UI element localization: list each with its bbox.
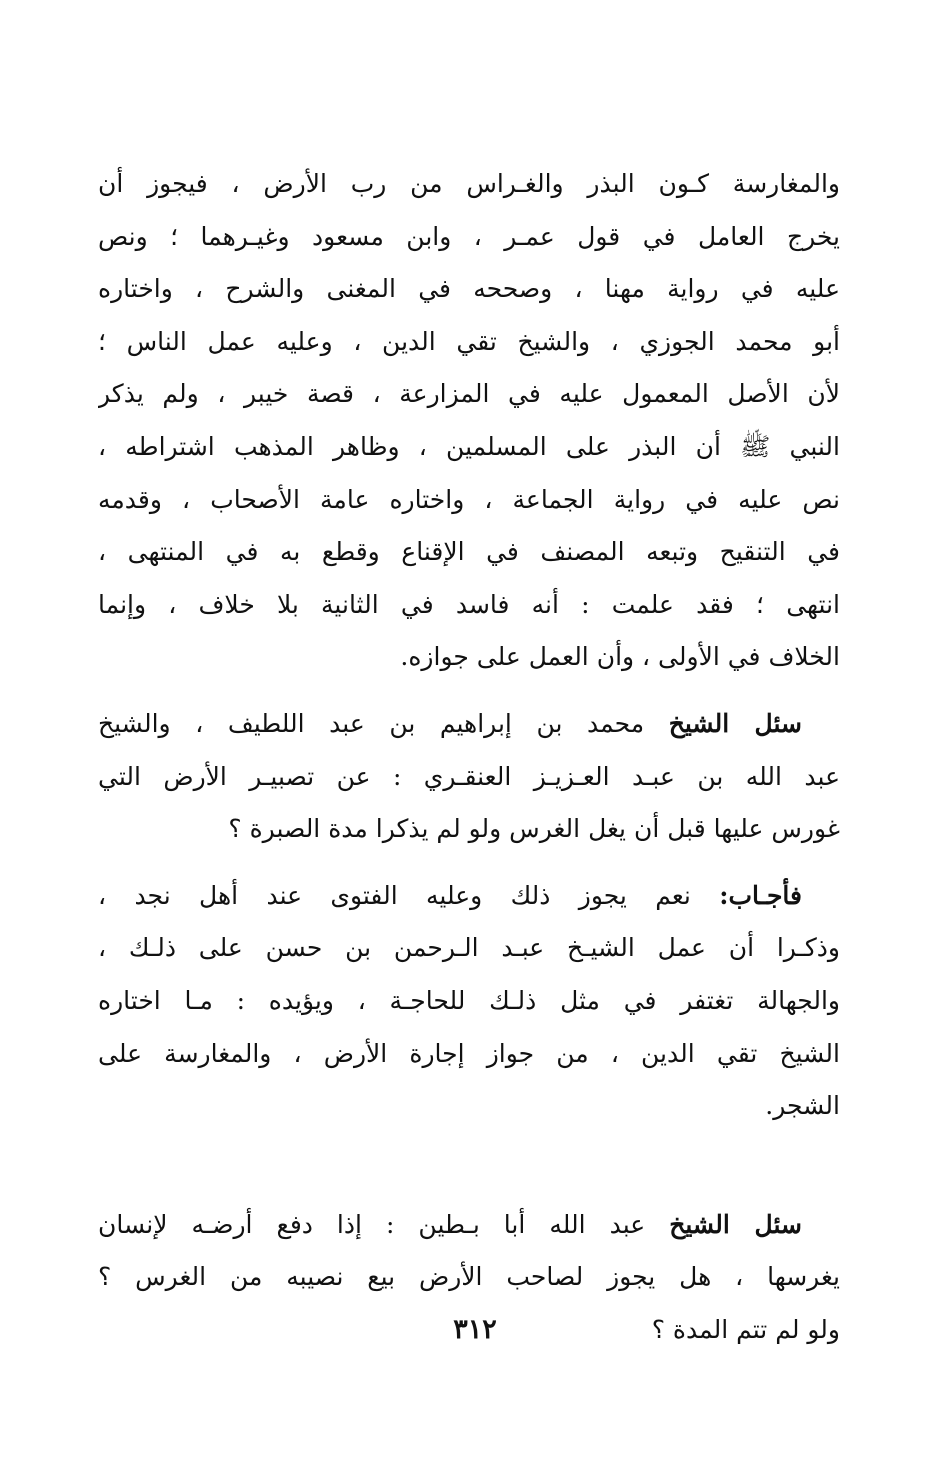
- question-heading: سئل الشيخ: [669, 1209, 802, 1239]
- question-first-line: [98, 698, 840, 751]
- paragraph-spacer: [98, 856, 840, 870]
- text-line: انتهى ؛ فقد علمت : أنه فاسد في الثانية بلا خلاف ، وإنما: [98, 589, 840, 619]
- text-line: وذكـرا أن عمل الشيـخ عبـد الـرحمن بن حسن على ذلـك ،: [98, 933, 840, 963]
- text-line: والجهالة تغتفر في مثل ذلـك للحاجـة ، ويؤيده : مـا اختاره: [98, 985, 840, 1015]
- text-line: يخرج العامل في قول عمـر ، وابن مسعود وغيـرهما ؛ ونص: [98, 221, 840, 251]
- page-body: [98, 158, 840, 1356]
- text-line: أبو محمد الجوزي ، والشيخ تقي الدين ، وعليه عمل الناس ؛: [98, 326, 840, 356]
- section-spacer: [98, 1133, 840, 1199]
- page-number: ٣١٢: [453, 1314, 497, 1345]
- text-line: عبد الله بن عبـد العـزيـز العنقـري : عن تصبيـر الأرض التي: [98, 761, 840, 791]
- text-line: النبي ﷺ أن البذر على المسلمين ، وظاهر المذهب اشتراطه ،: [98, 431, 840, 461]
- question-first-line-text: محمد بن إبراهيم بن عبد اللطيف ، والشيخ: [98, 708, 669, 738]
- paragraph-mugharasa: [98, 158, 840, 684]
- answer-heading: فأجـاب:: [719, 880, 802, 910]
- answer-paragraph: [98, 870, 840, 1133]
- answer-first-line: [98, 870, 840, 923]
- text-line: لأن الأصل المعمول عليه في المزارعة ، قصة خيبر ، ولم يذكر: [98, 379, 840, 409]
- question-first-line: [98, 1199, 840, 1252]
- text-line: الخلاف في الأولى ، وأن العمل على جوازه.: [400, 642, 840, 672]
- text-line: ولو لم تتم المدة ؟: [651, 1314, 840, 1344]
- question-first-line-text: عبد الله أبا بـطين : إذا دفع أرضـه لإنسان: [98, 1209, 670, 1239]
- text-line: في التنقيح وتبعه المصنف في الإقناع وقطع به في المنتهى ،: [98, 537, 840, 567]
- text-line: غورس عليها قبل أن يغل الغرس ولو لم يذكرا مدة الصبرة ؟: [228, 814, 840, 844]
- text-line: الشيخ تقي الدين ، من جواز إجارة الأرض ، والمغارسة على: [98, 1038, 840, 1068]
- question-heading: سئل الشيخ: [668, 708, 802, 738]
- text-line: الشجر.: [765, 1091, 840, 1121]
- text-line: والمغارسة كـون البذر والغـراس من رب الأرض ، فيجوز أن: [98, 169, 840, 198]
- text-line: عليه في رواية مهنا ، وصححه في المغنى والشرح ، واختاره: [98, 274, 840, 304]
- paragraph-spacer: [98, 684, 840, 698]
- text-line: يغرسها ، هل يجوز لصاحب الأرض بيع نصيبه من الغرس ؟: [98, 1262, 840, 1292]
- text-line: نص عليه في رواية الجماعة ، واختاره عامة الأصحاب ، وقدمه: [98, 484, 840, 514]
- answer-first-line-text: نعم يجوز ذلك وعليه الفتوى عند أهل نجد ،: [98, 880, 720, 910]
- question-paragraph: [98, 698, 840, 856]
